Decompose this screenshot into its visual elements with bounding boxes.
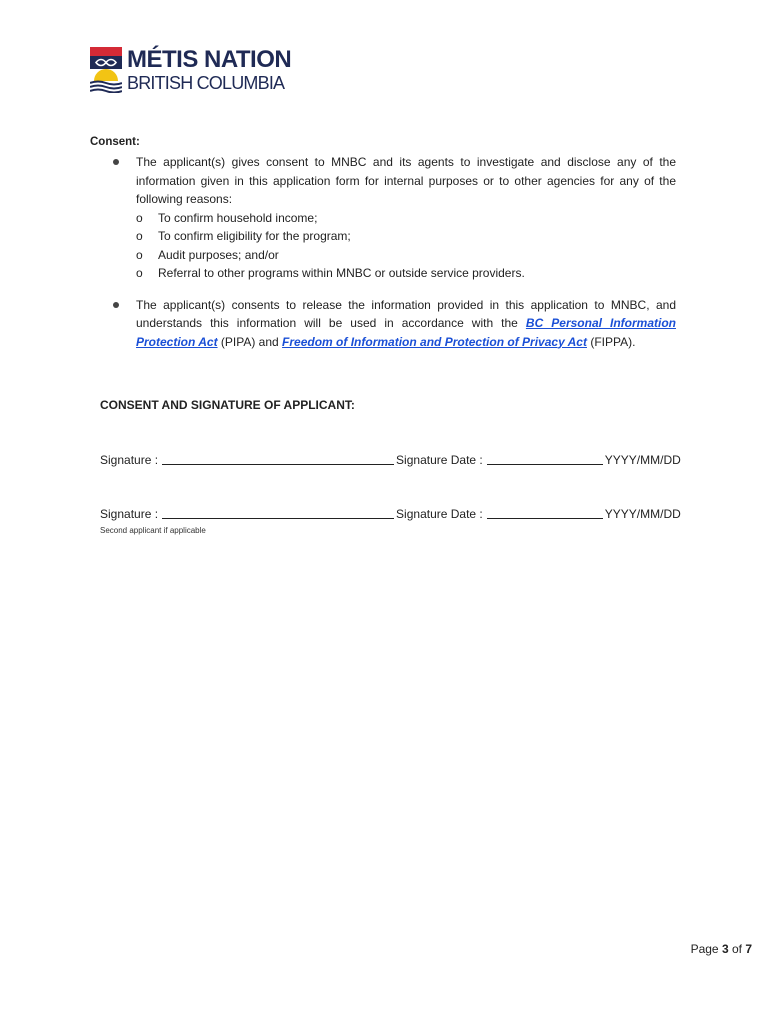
signature-field-secondary[interactable] xyxy=(162,506,394,519)
metis-flag-logo-icon xyxy=(90,47,122,93)
pipa-link[interactable]: BC Personal Information Protection Act xyxy=(136,316,676,349)
reason-item xyxy=(136,209,676,228)
logo-title: MÉTIS NATION xyxy=(127,46,292,73)
fippa-link[interactable]: Freedom of Information and Protection of Privacy Act xyxy=(282,334,587,349)
circle-bullet-icon: o xyxy=(136,247,143,262)
consent-list xyxy=(112,153,676,351)
bullet-icon xyxy=(113,159,119,165)
signature-date-label: Signature Date : xyxy=(396,453,483,467)
logo-subtitle: BRITISH COLUMBIA xyxy=(127,73,285,93)
bullet-icon xyxy=(113,302,119,308)
signature-label: Signature : xyxy=(100,507,159,521)
signature-row-primary xyxy=(100,452,681,467)
circle-bullet-icon: o xyxy=(136,210,143,225)
circle-bullet-icon: o xyxy=(136,229,143,243)
logo xyxy=(90,46,292,95)
reasons-list xyxy=(136,209,676,283)
consent-heading: Consent: xyxy=(90,136,140,148)
page-total: 7 xyxy=(745,942,752,956)
reason-item xyxy=(136,227,676,246)
page-current: 3 xyxy=(721,942,729,956)
page-of: of xyxy=(728,942,746,956)
reason-text: To confirm household income; xyxy=(158,210,318,225)
circle-bullet-icon: o xyxy=(136,266,143,280)
date-format-hint: YYYY/MM/DD xyxy=(604,507,681,521)
consent-bullet-disclosure xyxy=(112,153,676,283)
signature-field-primary[interactable] xyxy=(162,452,394,465)
consent-bullet-release xyxy=(112,296,676,352)
release-text-before: The applicant(s) consents to release the information provided in this application to MNBC, and understands this information will be used in accordance with the xyxy=(136,297,676,330)
signature-date-field-secondary[interactable] xyxy=(487,506,603,519)
consent-disclosure-text: The applicant(s) gives consent to MNBC and its agents to investigate and disclose any of the information given in this application form for internal purposes or to other agencies for any of the following reasons: xyxy=(136,155,676,206)
date-format-hint: YYYY/MM/DD xyxy=(604,453,681,467)
reason-item xyxy=(136,246,676,265)
release-text-middle: (PIPA) and xyxy=(217,334,283,349)
reason-text: To confirm eligibility for the program; xyxy=(158,229,351,243)
page-prefix: Page xyxy=(690,942,722,956)
page-number xyxy=(691,942,752,956)
second-applicant-note: Second applicant if applicable xyxy=(100,526,206,535)
release-text-after: (FIPPA). xyxy=(586,334,636,349)
signature-date-field-primary[interactable] xyxy=(487,452,603,465)
signature-row-secondary xyxy=(100,506,681,521)
reason-item xyxy=(136,264,676,283)
reason-text: Audit purposes; and/or xyxy=(158,247,279,262)
signature-label: Signature : xyxy=(100,453,159,467)
signature-heading: CONSENT AND SIGNATURE OF APPLICANT: xyxy=(100,398,355,412)
reason-text: Referral to other programs within MNBC or outside service providers. xyxy=(158,266,525,280)
signature-date-label: Signature Date : xyxy=(396,507,483,521)
